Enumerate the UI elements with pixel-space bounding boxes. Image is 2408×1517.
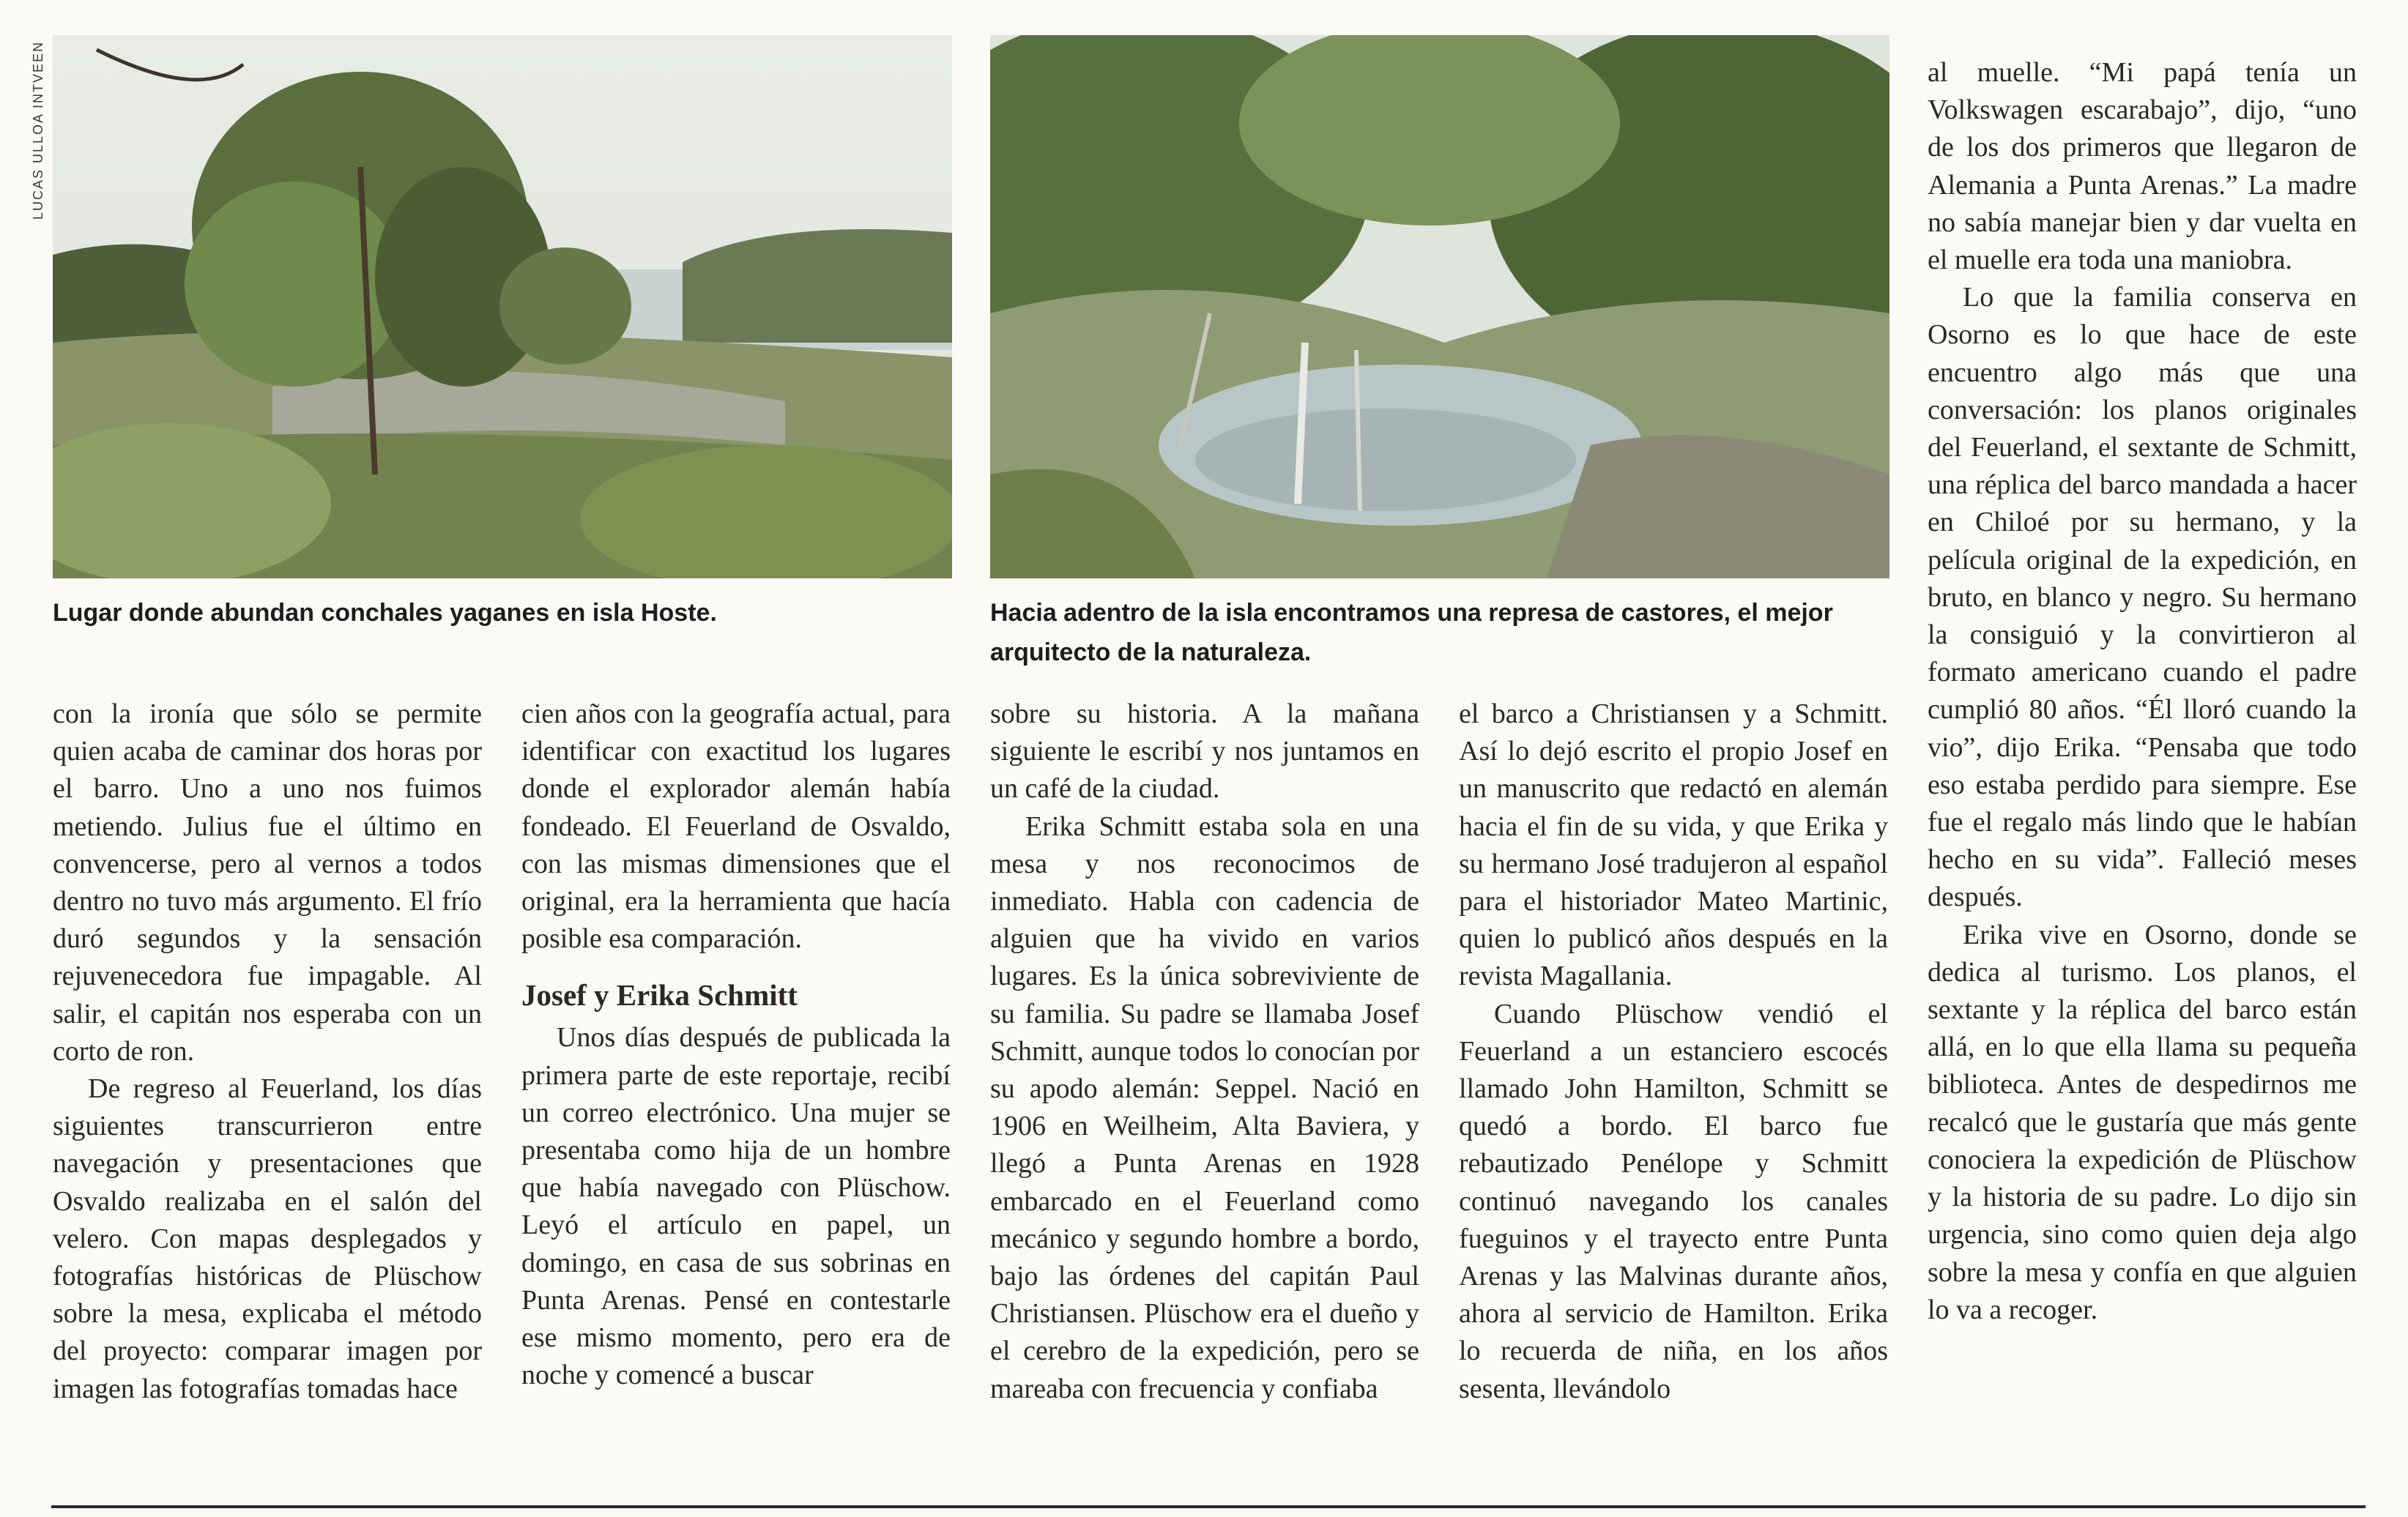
paragraph: Erika vive en Osorno, donde se dedica al turismo. Los planos, el sextante y la réplica del barco están allá, en lo que ella llama su pequeña biblioteca. Antes de despedirnos me recalcó que le gustaría que más gente conociera la expedición de Plüschow y la historia de su padre. Lo dijo sin urgencia, sino como quien deja algo sobre la mesa y confía en que alguien lo va a recoger. bbox=[1928, 919, 2357, 1325]
photo-credit: LUCAS ULLOA INTVEEN bbox=[31, 40, 45, 220]
article-column-2 bbox=[521, 696, 951, 1394]
paragraph: sobre su historia. A la mañana siguiente le escribí y nos juntamos en un café de la ciudad. bbox=[990, 698, 1419, 805]
photo-caption-1: Lugar donde abundan conchales yaganes en isla Hoste. bbox=[53, 599, 717, 627]
photo-isla-hoste bbox=[53, 35, 952, 578]
section-subheading: Josef y Erika Schmitt bbox=[521, 978, 798, 1013]
paragraph: Unos días después de publicada la primera parte de este reportaje, recibí un correo electrónico. Una mujer se presentaba como hija de un hombre que había navegado con Plüschow. Leyó el artículo en papel, un domingo, en casa de sus sobrinas en Punta Arenas. Pensé en contestarle ese mismo momento, pero era de noche y comencé a buscar bbox=[521, 1022, 951, 1391]
paragraph: Erika Schmitt estaba sola en una mesa y nos reconocimos de inmediato. Habla con cadencia de alguien que ha vivido en varios lugares. Es la única sobreviviente de su familia. Su padre se llamaba Josef Schmitt, aunque todos lo conocían por su apodo alemán: Seppel. Nació en 1906 en Weilheim, Alta Baviera, y llegó a Punta Arenas en 1928 embarcado en el Feuerland como mecánico y segundo hombre a bordo, bajo las órdenes del capitán Paul Christiansen. Plüschow era el dueño y el cerebro de la expedición, pero se mareaba con frecuencia y confiaba bbox=[990, 810, 1419, 1404]
paragraph: con la ironía que sólo se permite quien acaba de caminar dos horas por el barro. Uno a uno nos fuimos metiendo. Julius fue el último en convencerse, pero al vernos a todos dentro no tuvo más argumento. El frío duró segundos y la sensación rejuvenecedora fue impagable. Al salir, el capitán nos esperaba con un corto de ron. bbox=[53, 698, 482, 1067]
article-column-3 bbox=[990, 696, 1419, 1408]
forest-pond-image bbox=[990, 35, 1889, 578]
article-column-5 bbox=[1928, 54, 2357, 1329]
article-column-1 bbox=[53, 696, 482, 1408]
article-column-4 bbox=[1459, 696, 1888, 1408]
paragraph: al muelle. “Mi papá tenía un Volkswagen escarabajo”, dijo, “uno de los dos primeros que llegaron de Alemania a Punta Arenas.” La madre no sabía manejar bien y dar vuelta en el muelle era toda una maniobra. bbox=[1928, 57, 2357, 276]
photo-caption-2: Hacia adentro de la isla encontramos una represa de castores, el mejor arquitecto de la naturaleza. bbox=[990, 599, 1833, 666]
paragraph: Cuando Plüschow vendió el Feuerland a un estanciero escocés llamado John Hamilton, Schmitt se quedó a bordo. El barco fue rebautizado Penélope y Schmitt continuó navegando los canales fueguinos y el trayecto entre Punta Arenas y las Malvinas durante años, ahora al servicio de Hamilton. Erika lo recuerda de niña, en los años sesenta, llevándolo bbox=[1459, 998, 1888, 1404]
paragraph: Lo que la familia conserva en Osorno es lo que hace de este encuentro algo más que una conversación: los planos originales del Feuerland, el sextante de Schmitt, una réplica del barco mandada a hacer en Chiloé por su hermano, y la película original de la expedición, en bruto, en blanco y negro. Su hermano la consiguió y la convirtieron al formato americano cuando el padre cumplió 80 años. “Él lloró cuando la vio”, dijo Erika. “Pensaba que todo eso estaba perdido para siempre. Ese fue el regalo más lindo que le habían hecho en su vida”. Falleció meses después. bbox=[1928, 282, 2357, 913]
photo-beaver-dam bbox=[990, 35, 1889, 578]
paragraph: cien años con la geografía actual, para identificar con exactitud los lugares donde el explorador alemán había fondeado. El Feuerland de Osvaldo, con las mismas dimensiones que el original, era la herramienta que hacía posible esa comparación. bbox=[521, 698, 951, 955]
landscape-image bbox=[53, 35, 952, 578]
paragraph: De regreso al Feuerland, los días siguientes transcurrieron entre navegación y presentaciones que Osvaldo realizaba en el salón del velero. Con mapas desplegados y fotografías históricas de Plüschow sobre la mesa, explicaba el método del proyecto: comparar imagen por imagen las fotografías tomadas hace bbox=[53, 1073, 482, 1404]
bottom-rule bbox=[51, 1505, 2366, 1508]
paragraph: el barco a Christiansen y a Schmitt. Así lo dejó escrito el propio Josef en un manuscrito que redactó en alemán hacia el fin de su vida, y que Erika y su hermano José tradujeron al español para el historiador Mateo Martinic, quien lo publicó años después en la revista Magallania. bbox=[1459, 698, 1888, 992]
